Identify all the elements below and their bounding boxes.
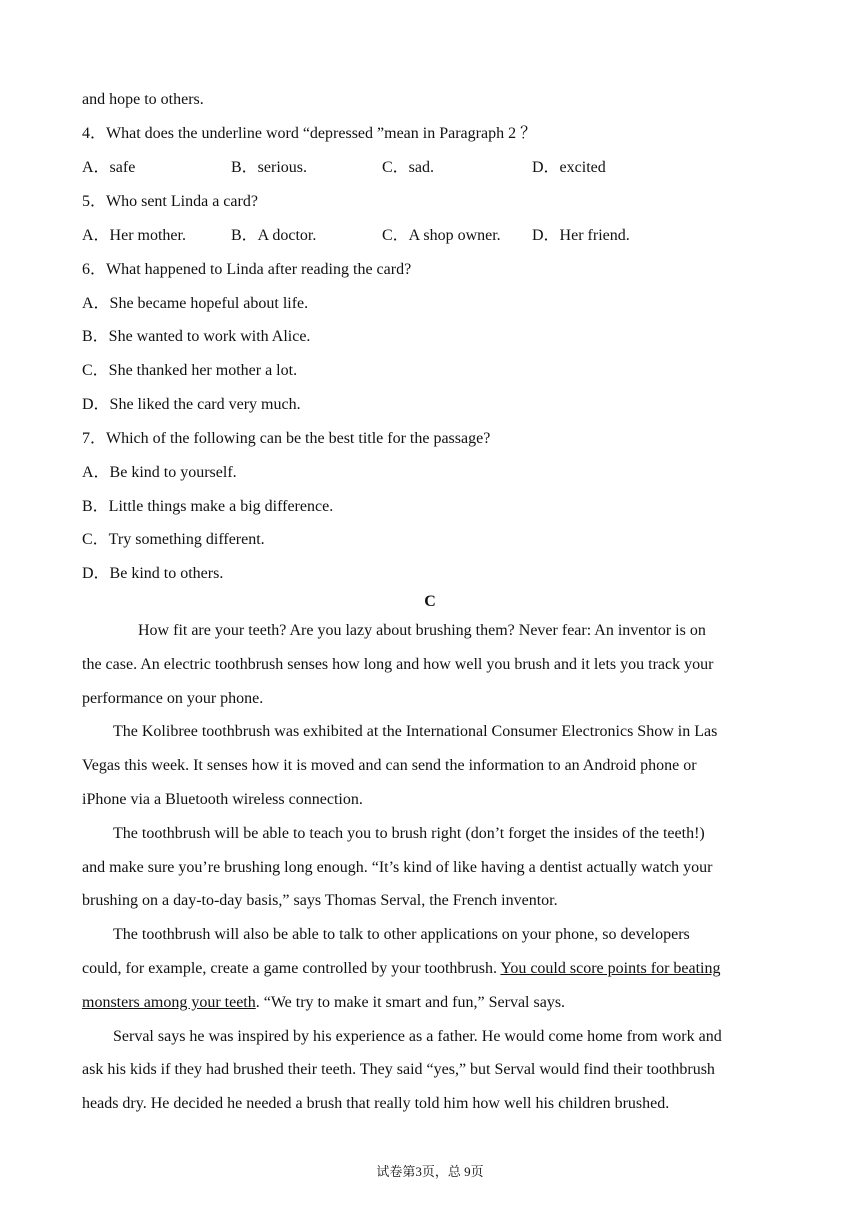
passage-line-2: the case. An electric toothbrush senses how long and how well you brush and it lets you track your	[82, 656, 714, 673]
question-4-stem: 4．What does the underline word “depressed ”mean in Paragraph 2 ？	[82, 125, 537, 142]
passage-line-11	[82, 959, 721, 979]
passage-line-13: Serval says he was inspired by his experience as a father. He would come home from work and	[113, 1028, 722, 1045]
option-d: D．Her friend.	[532, 227, 630, 244]
passage-line-14: ask his kids if they had brushed their teeth. They said “yes,” but Serval would find their toothbrush	[82, 1061, 715, 1078]
question-6-stem: 6．What happened to Linda after reading the card?	[82, 261, 412, 278]
page-footer: 试卷第3页，总 9页	[376, 1164, 484, 1179]
passage-line-6: iPhone via a Bluetooth wireless connection.	[82, 791, 363, 808]
passage-line-12	[82, 993, 565, 1013]
passage-line-15: heads dry. He decided he needed a brush that really told him how well his children brushed.	[82, 1095, 670, 1112]
passage-text: could, for example, create a game controlled by your toothbrush.	[82, 960, 501, 977]
underlined-sentence: monsters among your teeth	[82, 994, 256, 1011]
question-6-option-b: B．She wanted to work with Alice.	[82, 328, 311, 345]
passage-line-5: Vegas this week. It senses how it is moved and can send the information to an Android phone or	[82, 757, 697, 774]
passage-text: . “We try to make it smart and fun,” Serval says.	[255, 994, 566, 1011]
option-c: C．sad.	[382, 159, 435, 176]
option-d: D．excited	[532, 159, 606, 176]
section-title: C	[424, 593, 436, 610]
passage-line-10: The toothbrush will also be able to talk to other applications on your phone, so developers	[113, 926, 690, 943]
option-b: B．serious.	[231, 159, 308, 176]
question-6-option-c: C．She thanked her mother a lot.	[82, 362, 298, 379]
underlined-sentence: You could score points for beating	[500, 960, 721, 977]
question-7-option-b: B．Little things make a big difference.	[82, 498, 334, 515]
question-7-option-a: A．Be kind to yourself.	[82, 464, 237, 481]
question-7-stem: 7．Which of the following can be the best title for the passage?	[82, 430, 491, 447]
question-7-option-c: C．Try something different.	[82, 531, 265, 548]
top-line: and hope to others.	[82, 91, 204, 108]
passage-line-8: and make sure you’re brushing long enough. “It’s kind of like having a dentist actually watch your	[82, 859, 713, 876]
option-c: C．A shop owner.	[382, 227, 501, 244]
option-a: A．safe	[82, 159, 136, 176]
option-a: A．Her mother.	[82, 227, 186, 244]
question-5-stem: 5．Who sent Linda a card?	[82, 193, 258, 210]
option-b: B．A doctor.	[231, 227, 317, 244]
question-6-option-a: A．She became hopeful about life.	[82, 295, 309, 312]
passage-line-4: The Kolibree toothbrush was exhibited at the International Consumer Electronics Show in Las	[113, 723, 718, 740]
passage-line-1: How fit are your teeth? Are you lazy about brushing them? Never fear: An inventor is on	[138, 622, 706, 639]
question-7-option-d: D．Be kind to others.	[82, 565, 224, 582]
passage-line-9: brushing on a day-to-day basis,” says Thomas Serval, the French inventor.	[82, 892, 558, 909]
passage-line-7: The toothbrush will be able to teach you to brush right (don’t forget the insides of the teeth!)	[113, 825, 705, 842]
question-6-option-d: D．She liked the card very much.	[82, 396, 301, 413]
passage-line-3: performance on your phone.	[82, 690, 264, 707]
